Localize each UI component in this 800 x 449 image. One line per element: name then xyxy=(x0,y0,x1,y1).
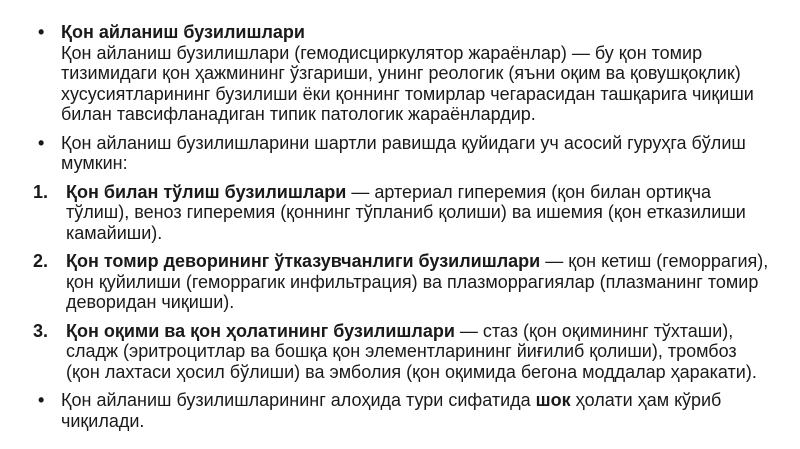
item-text: — стаз (қон оқимининг тўхташи), сладж (эритроцитлар ва бошқа қон элементларининг йиғилиб қолиши), тромбоз (қон лахтаси ҳосил бўлиши) ва эмболия (қон оқимида бегона моддалар ҳаракати). xyxy=(66,320,757,382)
bullet-marker: • xyxy=(38,132,45,153)
bullet-marker: • xyxy=(38,22,45,42)
item-bold-term: Қон оқими ва қон ҳолатининг бузилишлари xyxy=(66,320,455,341)
item-heading: Қон айланиш бузилишлари xyxy=(61,22,305,42)
item-bold-term: Қон билан тўлиш бузилишлари xyxy=(66,181,347,202)
item-text: — артериал гиперемия (қон билан ортиқча тўлиш), веноз гиперемия (қоннинг тўпланиб қолиши) ва ишемия (қон етказилиши камайиши). xyxy=(66,181,746,243)
number-marker: 3. xyxy=(33,320,49,341)
bullet-item-groups xyxy=(36,133,770,174)
item-bold-term: Қон томир деворининг ўтказувчанлиги бузилишлари xyxy=(66,251,541,271)
numbered-item-1 xyxy=(33,181,770,244)
number-marker: 2. xyxy=(33,251,49,271)
item-text-after: ҳолати ҳам кўриб чиқилади. xyxy=(61,390,722,431)
item-text-before: Қон айланиш бузилишларининг алоҳида тури сифатида xyxy=(61,390,536,410)
item-text: Қон айланиш бузилишлари (гемодисциркулятор жараёнлар) — бу қон томир тизимидаги қон ҳажмининг ўзгариши, унинг реологик (яъни оқим ва қовушқоқлик) хусусиятларининг бузилиши ёки қоннинг томирлар чегарасидан ташқарига чиқиши билан тавсифланадиган типик патологик жараёнлардир. xyxy=(61,42,754,124)
bullet-item-definition xyxy=(36,22,770,125)
item-text: — қон кетиш (геморрагия), қон қуйилиши (геморрагик инфильтрация) ва плазморрагиялар (плазманинг томир деворидан чиқиши). xyxy=(66,251,769,312)
numbered-item-2 xyxy=(33,251,770,313)
number-marker: 1. xyxy=(33,181,49,202)
item-bold-term: шок xyxy=(535,390,571,410)
item-text: Қон айланиш бузилишларини шартли равишда қуйидаги уч асосий гуруҳга бўлиш мумкин: xyxy=(61,132,746,173)
bullet-item-shock xyxy=(36,390,770,431)
bullet-marker: • xyxy=(38,390,45,410)
numbered-item-3 xyxy=(33,320,770,383)
